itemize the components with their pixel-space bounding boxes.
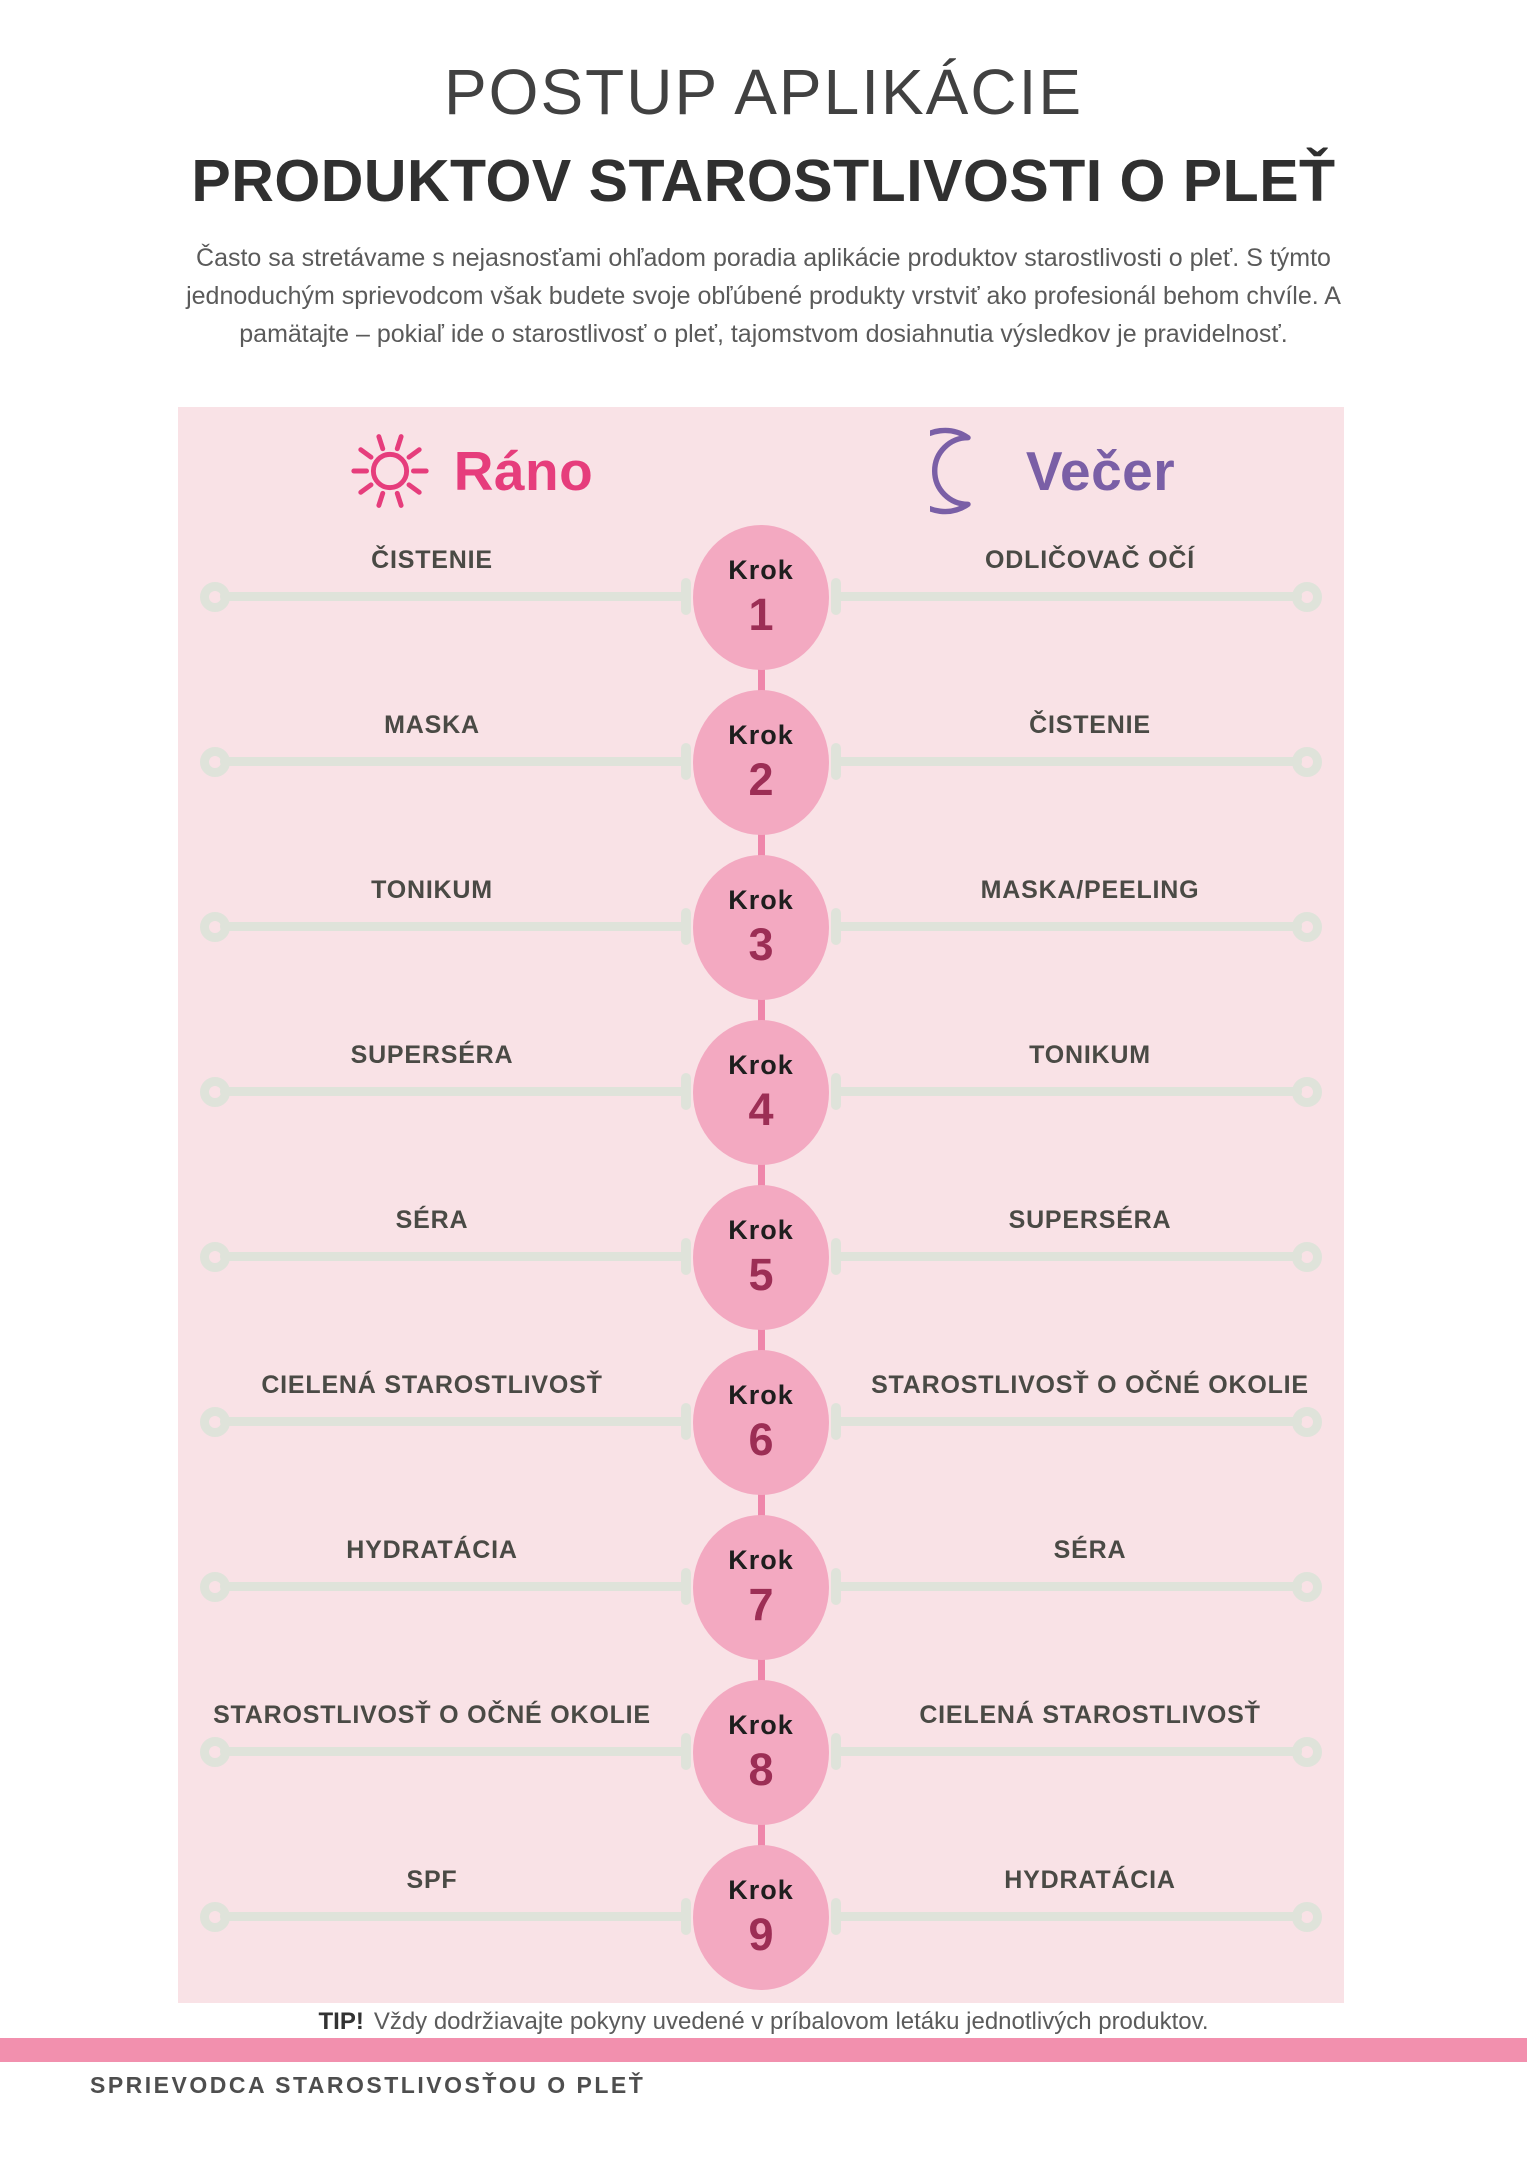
evening-header (761, 421, 1344, 521)
line-endcap (681, 1403, 691, 1440)
timeline-line-left (220, 1912, 690, 1921)
line-endcap (681, 908, 691, 945)
panel-headers (178, 421, 1344, 521)
step-word: Krok (728, 554, 794, 585)
step-word: Krok (728, 1544, 794, 1575)
line-end-ring (200, 582, 230, 612)
morning-side (178, 1837, 686, 2002)
step-circle-column (686, 682, 836, 847)
timeline-line-left (220, 1417, 690, 1426)
morning-step-label: TONIKUM (371, 876, 493, 904)
timeline-line-left (220, 592, 690, 601)
step-row (178, 1507, 1344, 1672)
morning-side (178, 1177, 686, 1342)
morning-side (178, 1342, 686, 1507)
step-row (178, 847, 1344, 1012)
step-number: 9 (748, 1908, 774, 1960)
line-end-ring (200, 1572, 230, 1602)
timeline-line-right (832, 592, 1302, 601)
morning-step-label: SPF (406, 1866, 458, 1894)
step-circle-column (686, 1837, 836, 2002)
timeline-line-left (220, 1252, 690, 1261)
step-row (178, 1177, 1344, 1342)
step-circle-column (686, 517, 836, 682)
step-circle (693, 1845, 829, 1990)
line-endcap (681, 1073, 691, 1110)
step-circle (693, 525, 829, 670)
timeline-line-right (832, 1417, 1302, 1426)
step-row (178, 1672, 1344, 1837)
step-row (178, 517, 1344, 682)
morning-side (178, 517, 686, 682)
timeline-line-left (220, 757, 690, 766)
step-number: 1 (748, 588, 774, 640)
step-circle (693, 1020, 829, 1165)
step-circle-column (686, 1672, 836, 1837)
evening-side (836, 1342, 1344, 1507)
morning-step-label: SUPERSÉRA (350, 1041, 514, 1069)
timeline-line-right (832, 757, 1302, 766)
tip-line (0, 2008, 1527, 2036)
evening-step-label: STAROSTLIVOSŤ O OČNÉ OKOLIE (871, 1371, 1309, 1399)
timeline-line-right (832, 1582, 1302, 1591)
line-endcap (831, 1403, 841, 1440)
step-word: Krok (728, 1214, 794, 1245)
evening-step-label: SUPERSÉRA (1008, 1206, 1172, 1234)
evening-step-label: MASKA/PEELING (980, 876, 1200, 904)
line-end-ring (200, 1737, 230, 1767)
timeline-line-left (220, 1087, 690, 1096)
line-end-ring (1292, 747, 1322, 777)
evening-step-label: ODLIČOVAČ OČÍ (985, 546, 1195, 574)
line-endcap (831, 908, 841, 945)
evening-step-label: TONIKUM (1029, 1041, 1151, 1069)
line-end-ring (1292, 1737, 1322, 1767)
line-end-ring (1292, 1902, 1322, 1932)
line-end-ring (1292, 1242, 1322, 1272)
step-row (178, 1342, 1344, 1507)
step-row (178, 1012, 1344, 1177)
morning-step-label: SÉRA (395, 1206, 469, 1234)
morning-side (178, 847, 686, 1012)
line-endcap (831, 1733, 841, 1770)
line-end-ring (1292, 1407, 1322, 1437)
evening-side (836, 1012, 1344, 1177)
moon-icon (930, 425, 1006, 517)
line-end-ring (200, 912, 230, 942)
step-circle (693, 690, 829, 835)
line-endcap (831, 1238, 841, 1275)
line-endcap (681, 578, 691, 615)
tip-text: Vždy dodržiavajte pokyny uvedené v príbalovom letáku jednotlivých produktov. (373, 2008, 1209, 2035)
page-subtitle: PRODUKTOV STAROSTLIVOSTI O PLEŤ (191, 148, 1336, 214)
evening-title: Večer (1025, 440, 1176, 502)
tip-label: TIP! (318, 2008, 364, 2035)
line-endcap (681, 743, 691, 780)
routine-panel (178, 407, 1344, 2003)
page-title: POSTUP APLIKÁCIE (443, 56, 1084, 128)
timeline-line-left (220, 922, 690, 931)
step-number: 2 (748, 753, 774, 805)
step-circle (693, 1350, 829, 1495)
step-word: Krok (728, 1709, 794, 1740)
line-end-ring (200, 1077, 230, 1107)
morning-side (178, 682, 686, 847)
line-endcap (831, 578, 841, 615)
morning-step-label: CIELENÁ STAROSTLIVOSŤ (261, 1371, 603, 1399)
morning-step-label: STAROSTLIVOSŤ O OČNÉ OKOLIE (213, 1701, 651, 1729)
evening-step-label: HYDRATÁCIA (1004, 1866, 1176, 1894)
timeline-line-right (832, 1747, 1302, 1756)
timeline-line-right (832, 1252, 1302, 1261)
evening-side (836, 1507, 1344, 1672)
morning-side (178, 1012, 686, 1177)
morning-step-label: ČISTENIE (371, 546, 493, 574)
line-endcap (831, 743, 841, 780)
morning-title: Ráno (453, 440, 594, 502)
line-endcap (831, 1073, 841, 1110)
step-word: Krok (728, 1379, 794, 1410)
step-circle-column (686, 1177, 836, 1342)
line-end-ring (1292, 1572, 1322, 1602)
evening-side (836, 517, 1344, 682)
line-endcap (681, 1568, 691, 1605)
timeline-line-right (832, 922, 1302, 931)
timeline-line-left (220, 1582, 690, 1591)
step-word: Krok (728, 719, 794, 750)
morning-step-label: HYDRATÁCIA (346, 1536, 518, 1564)
evening-side (836, 847, 1344, 1012)
step-number: 6 (748, 1413, 774, 1465)
step-row (178, 682, 1344, 847)
step-row (178, 1837, 1344, 2002)
line-end-ring (200, 1242, 230, 1272)
line-end-ring (1292, 912, 1322, 942)
evening-step-label: SÉRA (1053, 1536, 1127, 1564)
timeline-line-right (832, 1087, 1302, 1096)
morning-side (178, 1672, 686, 1837)
step-word: Krok (728, 1874, 794, 1905)
step-number: 5 (748, 1248, 774, 1300)
step-circle-column (686, 1507, 836, 1672)
line-endcap (681, 1238, 691, 1275)
step-word: Krok (728, 884, 794, 915)
evening-side (836, 682, 1344, 847)
step-word: Krok (728, 1049, 794, 1080)
footer-title: SPRIEVODCA STAROSTLIVOSŤOU O PLEŤ (90, 2072, 646, 2098)
step-circle-column (686, 1012, 836, 1177)
step-circle (693, 1680, 829, 1825)
footer-accent-bar (0, 2038, 1527, 2062)
step-number: 8 (748, 1743, 774, 1795)
intro-paragraph: Často sa stretávame s nejasnosťami ohľadom poradia aplikácie produktov starostlivosti o pleť. S týmto jednoduchým sprievodcom však budete svoje obľúbené produkty vrstviť ako profesionál behom chvíle. A pamätajte – pokiaľ ide o starostlivosť o pleť, tajomstvom dosiahnutia výsledkov je pravidelnosť. (186, 244, 1341, 348)
evening-step-label: CIELENÁ STAROSTLIVOSŤ (919, 1701, 1261, 1729)
steps-timeline (178, 517, 1344, 2002)
line-end-ring (200, 1902, 230, 1932)
line-endcap (831, 1898, 841, 1935)
step-circle-column (686, 1342, 836, 1507)
sun-icon (346, 427, 434, 515)
timeline-line-right (832, 1912, 1302, 1921)
step-circle (693, 1515, 829, 1660)
line-endcap (681, 1733, 691, 1770)
evening-step-label: ČISTENIE (1029, 711, 1151, 739)
step-number: 3 (748, 918, 774, 970)
line-end-ring (200, 1407, 230, 1437)
step-number: 7 (748, 1578, 774, 1630)
line-endcap (681, 1898, 691, 1935)
evening-side (836, 1177, 1344, 1342)
line-end-ring (1292, 1077, 1322, 1107)
step-circle-column (686, 847, 836, 1012)
line-endcap (831, 1568, 841, 1605)
morning-side (178, 1507, 686, 1672)
line-end-ring (200, 747, 230, 777)
evening-side (836, 1837, 1344, 2002)
timeline-line-left (220, 1747, 690, 1756)
step-number: 4 (748, 1083, 774, 1135)
step-circle (693, 855, 829, 1000)
morning-step-label: MASKA (384, 711, 480, 739)
line-end-ring (1292, 582, 1322, 612)
morning-header (178, 421, 761, 521)
evening-side (836, 1672, 1344, 1837)
step-circle (693, 1185, 829, 1330)
